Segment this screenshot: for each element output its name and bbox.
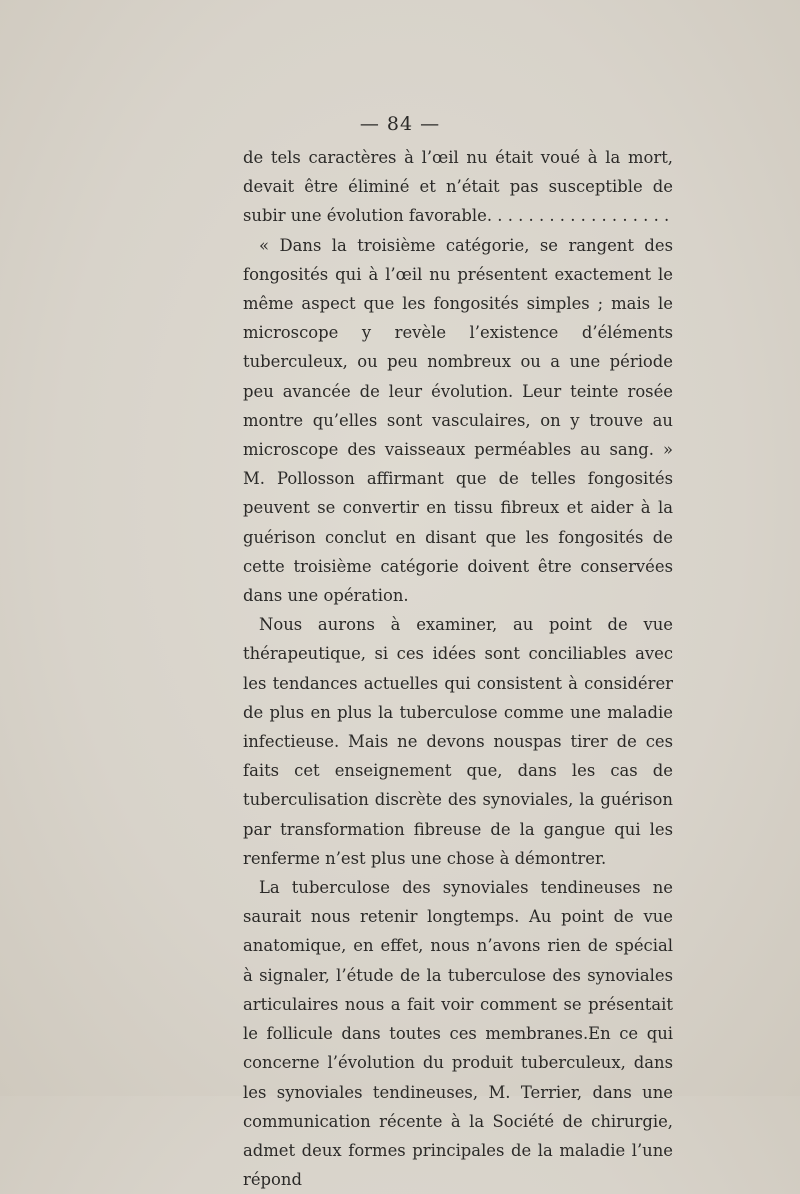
paragraph: « Dans la troisième catégorie, se rangent des fongosités qui à l’œil nu présentent exactement le même aspect que les fongosités simples ; mais le microscope y revèle l’existence d’éléments tuberculeux, ou peu nombreux ou a une période peu avancée de leur évolution. Leur teinte rosée montre qu’elles sont vasculaires, on y trouve au microscope des vaisseaux perméables au sang. » M. Pollosson affirmant que de telles fongosités peuvent se convertir en tissu fibreux et aider à la guérison conclut en disant que les fongosités de cette troisième catégorie doivent être conservées dans une opération. [243, 235, 673, 606]
page-number: — 84 — [359, 113, 441, 135]
paragraph: Nous aurons à examiner, au point de vue thérapeutique, si ces idées sont conciliables avec les tendances actuelles qui consistent à considérer de plus en plus la tuberculose comme une maladie infectieuse. Mais ne devons nouspas tirer de ces faits cet enseignement que, dans les cas de tuberculisation discrète des synoviales, la guérison par transformation fibreuse de la gangue qui les renferme n’est plus une chose à démontrer. [243, 615, 673, 868]
text-block [243, 143, 673, 1194]
paragraph: de tels caractères à l’œil nu était voué à la mort, devait être éliminé et n’était pas susceptible de subir une évolution favorable. . . . . . . . . . . . . . . . . . [243, 148, 673, 226]
paragraph: La tuberculose des synoviales tendineuses ne saurait nous retenir longtemps. Au point de vue anatomique, en effet, nous n’avons rien de spécial à signaler, l’étude de la tuberculose des synoviales articulaires nous a fait voir comment se présentait le follicule dans toutes ces membranes.En ce qui concerne l’évolution du produit tuberculeux, dans les synoviales tendineuses, M. Terrier, dans une communication récente à la Société de chirurgie, admet deux formes principales de la maladie l’une répond [243, 878, 673, 1190]
